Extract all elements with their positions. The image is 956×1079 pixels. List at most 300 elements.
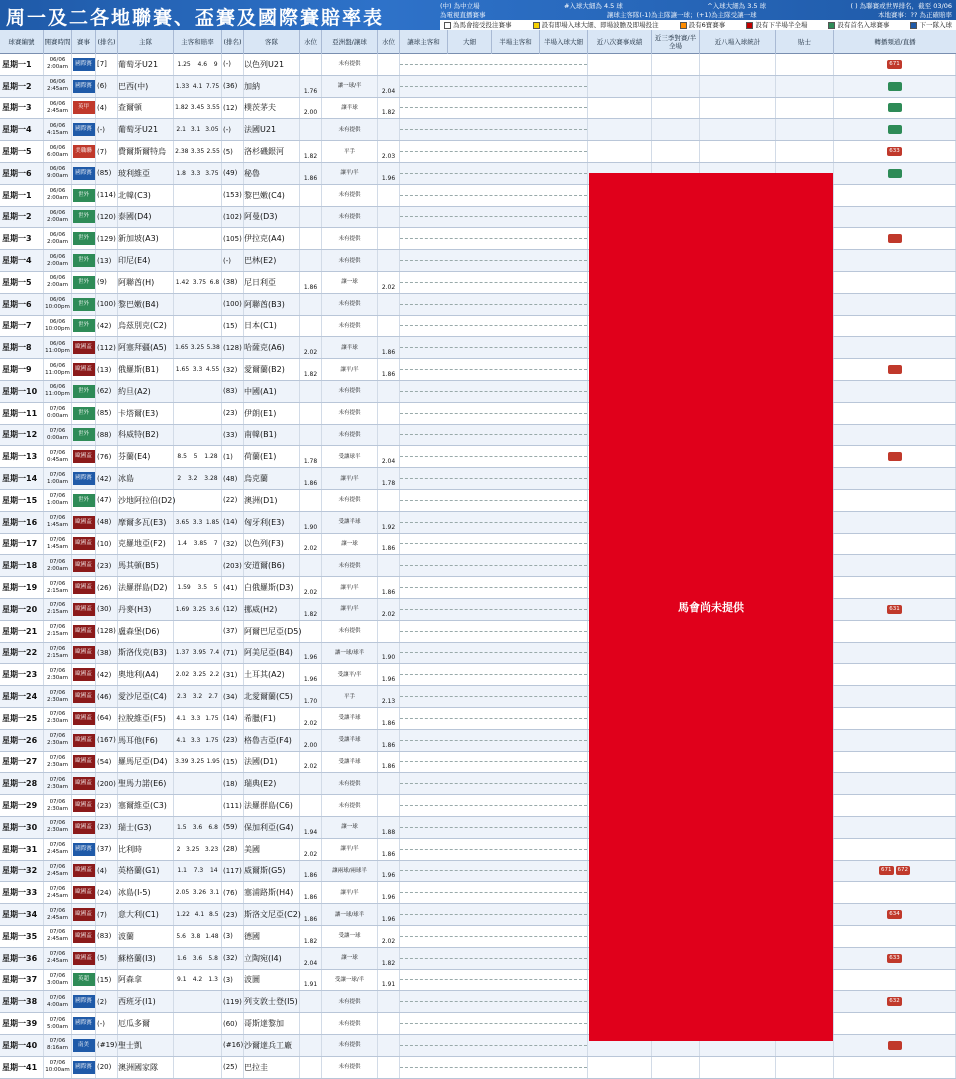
match-number: 星期一34	[0, 904, 44, 925]
table-row[interactable]	[0, 98, 956, 120]
tv-channels[interactable]	[834, 708, 956, 729]
col-home-water: 水位	[300, 30, 322, 54]
table-row[interactable]	[0, 54, 956, 76]
tv-channels[interactable]	[834, 555, 956, 576]
match-time: 3:00am	[46, 979, 69, 986]
away-water: 1.86	[378, 839, 400, 860]
home-rank: (10)	[96, 534, 118, 555]
tv-channels[interactable]	[834, 752, 956, 773]
tv-channels[interactable]	[834, 490, 956, 511]
tv-channels[interactable]	[834, 861, 956, 882]
match-number: 星期一27	[0, 752, 44, 773]
odds-divider	[400, 260, 587, 261]
match-number: 星期一2	[0, 207, 44, 228]
legend-label: 設有即場入球大細、即場波膽及即場投注	[541, 21, 659, 29]
match-date: 07/06	[49, 602, 66, 609]
league-badge: 世外	[73, 189, 95, 202]
tv-channels[interactable]	[834, 839, 956, 860]
home-rank: (4)	[96, 98, 118, 119]
tv-channels[interactable]	[834, 621, 956, 642]
league-cell	[72, 643, 96, 664]
recent-form	[588, 76, 652, 97]
odds-draw: 3.6	[192, 954, 203, 962]
home-water	[300, 403, 322, 424]
odds-divider	[400, 827, 587, 828]
league-cell	[72, 250, 96, 271]
home-team: 北韓(C3)	[118, 185, 174, 206]
away-water	[378, 403, 400, 424]
home-rank: (48)	[96, 512, 118, 533]
home-team: 科威特(B2)	[118, 425, 174, 446]
table-row[interactable]	[0, 119, 956, 141]
away-rank: (76)	[222, 882, 244, 903]
home-rank: (38)	[96, 643, 118, 664]
tips	[776, 76, 834, 97]
match-number: 星期一7	[0, 316, 44, 337]
odds-home: 1.69	[175, 605, 190, 613]
odds-home: 1.65	[175, 344, 189, 352]
away-team: 澳洲(D1)	[244, 490, 300, 511]
tv-channels[interactable]	[834, 970, 956, 991]
tv-channels[interactable]	[834, 534, 956, 555]
away-water: 1.92	[378, 512, 400, 533]
odds-divider	[400, 979, 587, 980]
home-team: 阿聯酋(H)	[118, 272, 174, 293]
kickoff-time	[44, 621, 72, 642]
match-time: 2:45am	[46, 849, 69, 856]
league-cell	[72, 773, 96, 794]
away-team: 加納	[244, 76, 300, 97]
home-draw-away-odds	[174, 577, 222, 598]
league-badge: 歐國盃	[73, 581, 95, 594]
away-water: 1.86	[378, 534, 400, 555]
odds-draw: 3.6	[192, 823, 203, 831]
tv-channels[interactable]	[834, 599, 956, 620]
tv-channels[interactable]	[834, 250, 956, 271]
tv-channel-icon[interactable]	[888, 234, 902, 243]
tv-channels[interactable]	[834, 119, 956, 140]
league-cell	[72, 468, 96, 489]
away-rank: (100)	[222, 294, 244, 315]
tv-channel-icon[interactable]	[888, 103, 902, 112]
match-number: 星期一17	[0, 534, 44, 555]
match-number: 星期一38	[0, 991, 44, 1012]
kickoff-time	[44, 337, 72, 358]
match-number: 星期一26	[0, 730, 44, 751]
legend-note: (中) 為中立場	[440, 2, 480, 10]
odds-divider	[400, 151, 587, 152]
home-draw-away-odds	[174, 337, 222, 358]
tv-channel-icon[interactable]	[888, 452, 902, 461]
away-water: 1.78	[378, 468, 400, 489]
league-cell	[72, 76, 96, 97]
away-water: 1.90	[378, 643, 400, 664]
home-water	[300, 555, 322, 576]
home-water: 1.86	[300, 272, 322, 293]
goal-stats	[700, 76, 776, 97]
home-team: 拉脫維亞(F5)	[118, 708, 174, 729]
away-team: 北愛爾蘭(C5)	[244, 686, 300, 707]
home-rank: (13)	[96, 359, 118, 380]
col-away-rank: (排名)	[222, 30, 244, 54]
match-date: 07/06	[49, 645, 66, 652]
handicap: 未有提供	[322, 119, 378, 140]
goal-stats	[700, 98, 776, 119]
odds-detail	[400, 555, 588, 576]
away-team: 秘魯	[244, 163, 300, 184]
odds-detail	[400, 98, 588, 119]
odds-divider	[400, 413, 587, 414]
away-rank: (25)	[222, 1057, 244, 1078]
col-half-1x2: 半場主客和	[492, 30, 540, 54]
kickoff-time	[44, 54, 72, 75]
tv-channels[interactable]	[834, 1057, 956, 1078]
league-badge: 歐國盃	[73, 559, 95, 572]
match-time: 2:30am	[46, 674, 69, 681]
match-time: 0:00am	[46, 434, 69, 441]
odds-draw: 5	[193, 453, 198, 461]
tv-channels[interactable]	[834, 54, 956, 75]
odds-home: 1.59	[177, 584, 191, 592]
away-rank: (31)	[222, 664, 244, 685]
odds-away: 3.75	[205, 169, 219, 177]
legend-item	[533, 20, 659, 30]
match-number: 星期一39	[0, 1013, 44, 1034]
handicap: 未有提供	[322, 1013, 378, 1034]
odds-divider	[400, 892, 587, 893]
league-cell	[72, 839, 96, 860]
tv-channels[interactable]	[834, 664, 956, 685]
tv-channels[interactable]	[834, 948, 956, 969]
odds-draw: 3.3	[190, 714, 201, 722]
league-badge: 歐國盃	[73, 908, 95, 921]
kickoff-time	[44, 948, 72, 969]
match-date: 06/06	[49, 100, 66, 107]
tv-channel-icon[interactable]: 631	[889, 605, 900, 612]
tv-channels[interactable]	[834, 512, 956, 533]
league-badge: 世外	[73, 298, 95, 311]
tv-channels[interactable]	[834, 359, 956, 380]
tv-channels[interactable]	[834, 643, 956, 664]
tv-channel-icon[interactable]: 633	[889, 148, 900, 155]
home-water	[300, 316, 322, 337]
away-rank: (33)	[222, 425, 244, 446]
league-badge: 歐國盃	[73, 668, 95, 681]
kickoff-time	[44, 1013, 72, 1034]
kickoff-time	[44, 577, 72, 598]
away-rank: (15)	[222, 752, 244, 773]
match-time: 2:15am	[46, 652, 69, 659]
tv-channels[interactable]	[834, 795, 956, 816]
away-rank: (59)	[222, 817, 244, 838]
tv-channels[interactable]	[834, 926, 956, 947]
tv-channels[interactable]	[834, 468, 956, 489]
away-team: 波圖	[244, 970, 300, 991]
kickoff-time	[44, 555, 72, 576]
home-rank: (6)	[96, 76, 118, 97]
tv-channels[interactable]	[834, 141, 956, 162]
league-badge: 國際賽	[73, 843, 95, 856]
match-time: 1:45am	[46, 522, 69, 529]
handicap: 讓一球/球半	[322, 643, 378, 664]
odds-divider	[400, 238, 587, 239]
legend-swatch	[444, 22, 451, 29]
home-team: 盧森堡(D6)	[118, 621, 174, 642]
tv-channels[interactable]	[834, 817, 956, 838]
home-draw-away-odds	[174, 752, 222, 773]
match-time: 8:16am	[46, 1045, 69, 1052]
tv-channel-icon[interactable]	[888, 169, 902, 178]
tv-channels[interactable]	[834, 316, 956, 337]
tv-channels[interactable]	[834, 730, 956, 751]
tv-channels[interactable]	[834, 1035, 956, 1056]
home-draw-away-odds	[174, 991, 222, 1012]
match-number: 星期一13	[0, 446, 44, 467]
home-draw-away-odds	[174, 381, 222, 402]
match-date: 06/06	[49, 122, 66, 129]
handicap: 受讓一球	[322, 926, 378, 947]
home-team: 塞爾維亞(C3)	[118, 795, 174, 816]
match-date: 07/06	[49, 711, 66, 718]
tv-channel-icon[interactable]: 632	[889, 998, 900, 1005]
away-team: 愛爾蘭(B2)	[244, 359, 300, 380]
home-team: 法羅群島(D2)	[118, 577, 174, 598]
match-date: 06/06	[49, 362, 66, 369]
match-number: 星期一2	[0, 76, 44, 97]
head-to-head	[652, 141, 700, 162]
tv-channels[interactable]	[834, 337, 956, 358]
league-badge: 世外	[73, 494, 95, 507]
match-number: 星期一1	[0, 185, 44, 206]
match-number: 星期一37	[0, 970, 44, 991]
match-date: 07/06	[49, 951, 66, 958]
table-row[interactable]	[0, 1057, 956, 1079]
tv-channels[interactable]	[834, 272, 956, 293]
tv-channel-icon[interactable]	[888, 82, 902, 91]
handicap: 未有提供	[322, 795, 378, 816]
home-team: 俄羅斯(B1)	[118, 359, 174, 380]
league-cell	[72, 272, 96, 293]
col-hdp-1x2: 讓球主客和	[400, 30, 448, 54]
tv-channels[interactable]	[834, 403, 956, 424]
legend-label: 設有下半場半全場	[755, 21, 808, 29]
league-badge: 歐國盃	[73, 625, 95, 638]
tv-channels[interactable]	[834, 882, 956, 903]
kickoff-time	[44, 207, 72, 228]
match-number: 星期一8	[0, 337, 44, 358]
col-away-water: 水位	[378, 30, 400, 54]
match-number: 星期一33	[0, 882, 44, 903]
away-water	[378, 1057, 400, 1078]
tv-channels[interactable]	[834, 207, 956, 228]
odds-draw: 3.85	[193, 540, 208, 548]
odds-detail	[400, 882, 588, 903]
away-rank: (14)	[222, 708, 244, 729]
match-time: 2:00am	[46, 64, 69, 71]
odds-divider	[400, 1067, 587, 1068]
odds-divider	[400, 1001, 587, 1002]
table-header	[0, 30, 956, 54]
match-time: 4:15am	[46, 129, 69, 136]
home-team: 印尼(E4)	[118, 250, 174, 271]
away-water	[378, 425, 400, 446]
tv-channels[interactable]	[834, 773, 956, 794]
legend-swatch	[910, 22, 917, 29]
col-day: 球賽編號	[0, 30, 44, 54]
away-water	[378, 795, 400, 816]
home-water: 1.86	[300, 904, 322, 925]
tv-channels[interactable]	[834, 228, 956, 249]
league-cell	[72, 119, 96, 140]
odds-home: 1.65	[175, 366, 190, 374]
tv-channel-icon[interactable]: 672	[897, 867, 908, 874]
head-to-head	[652, 54, 700, 75]
away-water	[378, 54, 400, 75]
home-water: 1.78	[300, 446, 322, 467]
league-badge: 國際賽	[73, 123, 95, 136]
tv-channels[interactable]	[834, 76, 956, 97]
match-number: 星期一21	[0, 621, 44, 642]
match-number: 星期一31	[0, 839, 44, 860]
league-badge: 世外	[73, 276, 95, 289]
away-rank: (38)	[222, 272, 244, 293]
kickoff-time	[44, 708, 72, 729]
tips	[776, 1057, 834, 1078]
kickoff-time	[44, 359, 72, 380]
match-date: 07/06	[49, 994, 66, 1001]
league-badge: 歐國盃	[73, 755, 95, 768]
home-draw-away-odds	[174, 403, 222, 424]
col-time: 開賽時間	[44, 30, 72, 54]
home-water	[300, 207, 322, 228]
match-date: 07/06	[49, 427, 66, 434]
home-draw-away-odds	[174, 1057, 222, 1078]
league-cell	[72, 207, 96, 228]
tv-channel-icon[interactable]	[888, 365, 902, 374]
home-team: 英格蘭(G1)	[118, 861, 174, 882]
handicap: 平手	[322, 686, 378, 707]
tv-channels[interactable]	[834, 686, 956, 707]
odds-divider	[400, 609, 587, 610]
odds-draw: 3.75	[192, 278, 207, 286]
tv-channels[interactable]	[834, 381, 956, 402]
away-team: 黎巴嫩(C4)	[244, 185, 300, 206]
odds-divider	[400, 805, 587, 806]
home-team: 冰島(I-5)	[118, 882, 174, 903]
home-water	[300, 1057, 322, 1078]
league-cell	[72, 991, 96, 1012]
odds-home: 4.1	[176, 714, 186, 722]
tv-channels[interactable]	[834, 1013, 956, 1034]
tv-channel-icon[interactable]: 634	[889, 911, 900, 918]
table-row[interactable]	[0, 76, 956, 98]
odds-divider	[400, 391, 587, 392]
color-legend	[440, 20, 956, 30]
home-water: 1.82	[300, 926, 322, 947]
kickoff-time	[44, 468, 72, 489]
odds-draw: 4.1	[194, 911, 205, 919]
home-rank: (76)	[96, 446, 118, 467]
odds-detail	[400, 359, 588, 380]
away-rank: (119)	[222, 991, 244, 1012]
tv-channel-icon[interactable]: 671	[889, 60, 900, 67]
odds-divider	[400, 1023, 587, 1024]
home-team: 新加坡(A3)	[118, 228, 174, 249]
odds-home: 1.6	[177, 954, 187, 962]
away-rank: (111)	[222, 795, 244, 816]
away-water	[378, 490, 400, 511]
away-rank: (36)	[222, 76, 244, 97]
tv-channels[interactable]	[834, 425, 956, 446]
tv-channels[interactable]	[834, 185, 956, 206]
league-badge: 國際賽	[73, 58, 95, 71]
match-date: 06/06	[49, 79, 66, 86]
match-time: 11:00pm	[45, 347, 70, 354]
tv-channel-icon[interactable]: 633	[889, 954, 900, 961]
away-rank: (#16)	[222, 1035, 244, 1056]
tv-channels[interactable]	[834, 991, 956, 1012]
tv-channels[interactable]	[834, 98, 956, 119]
home-rank: (85)	[96, 403, 118, 424]
handicap: 讓平/半	[322, 839, 378, 860]
tv-channels[interactable]	[834, 294, 956, 315]
match-date: 07/06	[49, 471, 66, 478]
league-cell	[72, 970, 96, 991]
away-water	[378, 555, 400, 576]
home-rank: (23)	[96, 817, 118, 838]
tv-channel-icon[interactable]	[888, 125, 902, 134]
odds-away: 8.5	[209, 911, 219, 919]
tv-channel-icon[interactable]	[888, 1041, 902, 1050]
recent-form	[588, 119, 652, 140]
home-draw-away-odds	[174, 730, 222, 751]
league-badge: 歐國盃	[73, 821, 95, 834]
league-cell	[72, 752, 96, 773]
away-rank: (203)	[222, 555, 244, 576]
home-team: 芬蘭(E4)	[118, 446, 174, 467]
col-home-rank: (排名)	[96, 30, 118, 54]
home-rank: (4)	[96, 861, 118, 882]
match-time: 2:45am	[46, 958, 69, 965]
away-water: 1.86	[378, 708, 400, 729]
match-date: 07/06	[49, 624, 66, 631]
tv-channel-icon[interactable]: 671	[881, 867, 892, 874]
away-rank: (23)	[222, 730, 244, 751]
tv-channels[interactable]	[834, 577, 956, 598]
tv-channels[interactable]	[834, 904, 956, 925]
match-number: 星期一1	[0, 54, 44, 75]
match-number: 星期一28	[0, 773, 44, 794]
odds-home: 2.38	[175, 148, 189, 156]
tv-channels[interactable]	[834, 446, 956, 467]
match-time: 9:00am	[46, 173, 69, 180]
kickoff-time	[44, 861, 72, 882]
odds-detail	[400, 970, 588, 991]
home-team: 葡萄牙U21	[118, 119, 174, 140]
home-rank: (20)	[96, 1057, 118, 1078]
league-badge: 國際賽	[73, 1017, 95, 1030]
home-draw-away-odds	[174, 207, 222, 228]
odds-away: 3.6	[209, 605, 220, 613]
league-badge: 世外	[73, 210, 95, 223]
away-rank: (153)	[222, 185, 244, 206]
table-row[interactable]	[0, 141, 956, 163]
tv-channels[interactable]	[834, 163, 956, 184]
odds-detail	[400, 163, 588, 184]
handicap: 讓一球/半	[322, 76, 378, 97]
league-cell	[72, 686, 96, 707]
match-number: 星期一5	[0, 272, 44, 293]
